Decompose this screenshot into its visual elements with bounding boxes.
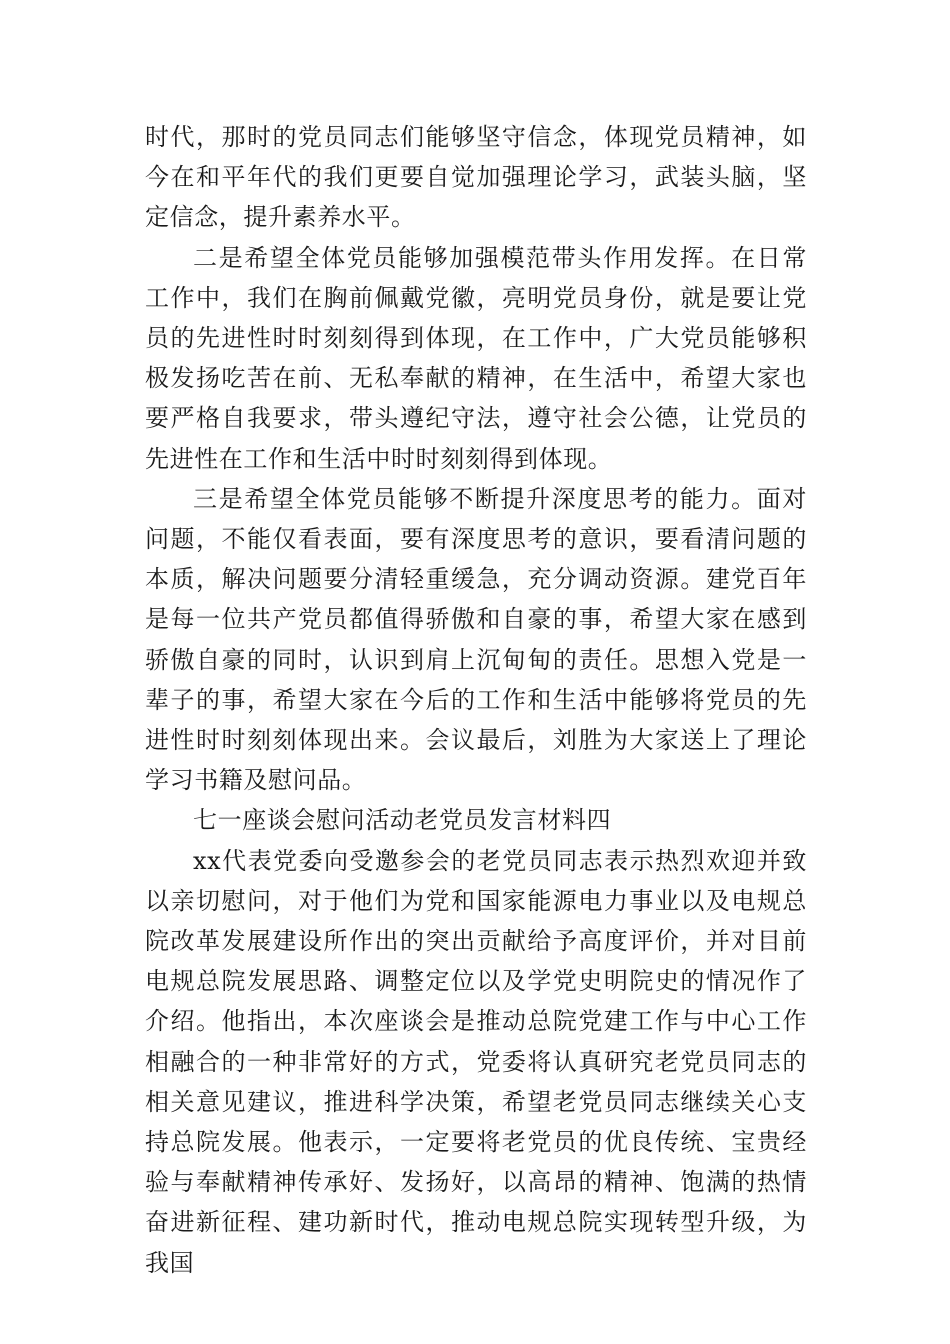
document-body (145, 117, 807, 1283)
section-heading: 七一座谈会慰问活动老党员发言材料四 (193, 806, 612, 835)
paragraph-second-point: 二是希望全体党员能够加强模范带头作用发挥。在日常工作中，我们在胸前佩戴党徽，亮明党员身份，就是要让党员的先进性时时刻刻得到体现，在工作中，广大党员能够积极发扬吃苦在前、无私奉献的精神，在生活中，希望大家也要严格自我要求，带头遵纪守法，遵守社会公德，让党员的先进性在工作和生活中时时刻刻得到体现。 (145, 243, 807, 473)
paragraph-third-point: 三是希望全体党员能够不断提升深度思考的能力。面对问题，不能仅看表面，要有深度思考的意识，要看清问题的本质，解决问题要分清轻重缓急，充分调动资源。建党百年是每一位共产党员都值得骄傲和自豪的事，希望大家在感到骄傲自豪的同时，认识到肩上沉甸甸的责任。思想入党是一辈子的事，希望大家在今后的工作和生活中能够将党员的先进性时时刻刻体现出来。会议最后，刘胜为大家送上了理论学习书籍及慰问品。 (145, 484, 807, 795)
paragraph-continuation: 时代，那时的党员同志们能够坚守信念，体现党员精神，如今在和平年代的我们更要自觉加强理论学习，武装头脑，坚定信念，提升素养水平。 (145, 123, 807, 232)
paragraph-speech: xx代表党委向受邀参会的老党员同志表示热烈欢迎并致以亲切慰问，对于他们为党和国家能源电力事业以及电规总院改革发展建设所作出的突出贡献给予高度评价，并对目前电规总院发展思路、调整定位以及学党史明院史的情况作了介绍。他指出，本次座谈会是推动总院党建工作与中心工作相融合的一种非常好的方式，党委将认真研究老党员同志的相关意见建议，推进科学决策，希望老党员同志继续关心支持总院发展。他表示，一定要将老党员的优良传统、宝贵经验与奉献精神传承好、发扬好，以高昂的精神、饱满的热情奋进新征程、建功新时代，推动电规总院实现转型升级，为我国 (145, 846, 807, 1277)
